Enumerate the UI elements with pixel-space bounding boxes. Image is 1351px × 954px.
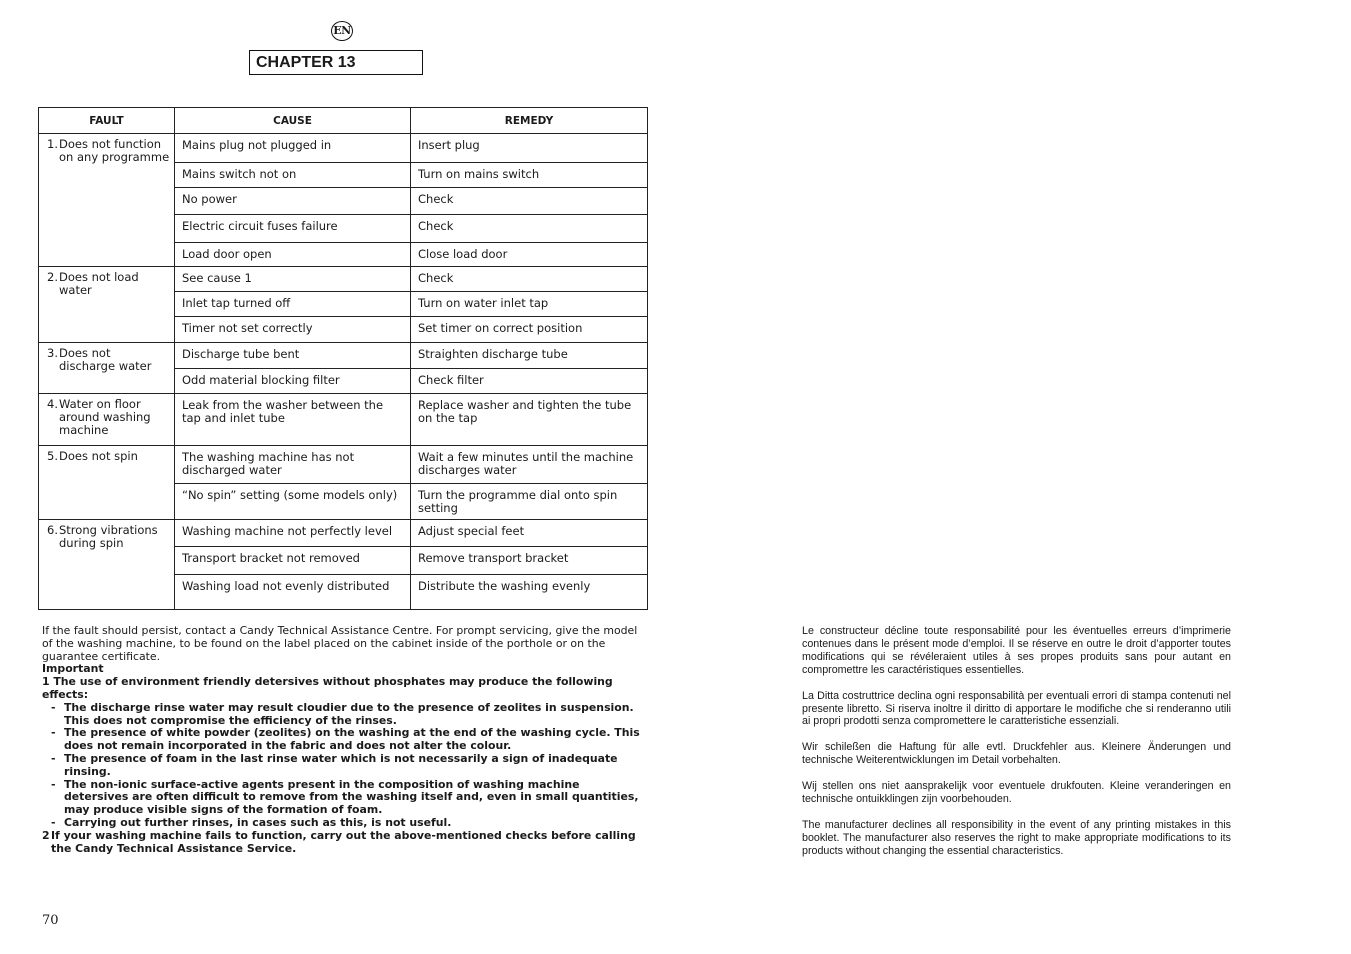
list-item: - The non-ionic surface-active agents present in the composition of washing machine detersives are often difficult to remove from the washing itself and, even in small quantities, may produce visible signs of the formation of foam. [42,779,647,817]
remedy-cell: Check [411,215,648,243]
list-item-text: Carrying out further rinses, in cases such as this, is not useful. [64,815,452,829]
table-row [39,520,648,547]
page-number: 70 [42,913,59,928]
fault-text: Strong vibrations during spin [59,523,158,550]
fault-cell [39,394,175,446]
column-header-fault: FAULT [39,108,175,134]
fault-number: 4. [47,397,58,411]
cause-cell: Inlet tap turned off [175,292,411,317]
note-point-1: 1 The use of environment friendly detersives without phosphates may produce the following effects: [42,675,613,701]
cause-cell: “No spin” setting (some models only) [175,484,411,520]
cause-cell: Washing load not evenly distributed [175,575,411,610]
table-header-row [39,108,648,134]
remedy-cell: Wait a few minutes until the machine discharges water [411,446,648,484]
cause-cell: Timer not set correctly [175,317,411,343]
remedy-cell: Check [411,188,648,215]
remedy-cell: Replace washer and tighten the tube on the tap [411,394,648,446]
column-header-cause: CAUSE [175,108,411,134]
cause-cell: No power [175,188,411,215]
table-row [39,267,648,292]
fault-cell [39,134,175,267]
notes-section [42,625,647,855]
disclaimer-it: La Ditta costruttrice declina ogni responsabilità per eventuali errori di stampa contenuti nel presente libretto. Si riserva inoltre il diritto di apportare le modifiche che si renderanno utili ai propri prodotti senza compromettere le caratteristiche essenziali. [802,689,1231,728]
list-item: - The presence of white powder (zeolites) on the washing at the end of the washing cycle. This does not remain incorporated in the fabric and does not alter the colour. [42,727,647,753]
fault-text: Does not spin [59,449,138,463]
list-item-text: The presence of foam in the last rinse water which is not necessarily a sign of inadequate rinsing. [64,751,618,778]
table-row [39,343,648,369]
list-item-text: The presence of white powder (zeolites) on the washing at the end of the washing cycle. This does not remain incorporated in the fabric and does not alter the colour. [64,726,640,753]
remedy-cell: Remove transport bracket [411,547,648,575]
cause-cell: Electric circuit fuses failure [175,215,411,243]
disclaimer-section [802,625,1231,871]
fault-number: 2. [47,270,58,284]
remedy-cell: Turn the programme dial onto spin setting [411,484,648,520]
troubleshooting-table [38,107,648,610]
fault-text: Water on floor around washing machine [59,397,151,437]
language-badge: EN [331,21,353,41]
cause-cell: Discharge tube bent [175,343,411,369]
important-heading: Important [42,662,104,676]
list-item-text: The discharge rinse water may result cloudier due to the presence of zeolites in suspension. This does not compromise the efficiency of the rinses. [64,700,634,727]
cause-cell: Mains plug not plugged in [175,134,411,163]
cause-cell: The washing machine has not discharged water [175,446,411,484]
fault-cell [39,446,175,520]
list-item: - The discharge rinse water may result cloudier due to the presence of zeolites in suspension. This does not compromise the efficiency of the rinses. [42,702,647,728]
cause-cell: Leak from the washer between the tap and inlet tube [175,394,411,446]
fault-cell [39,343,175,394]
list-item: - Carrying out further rinses, in cases such as this, is not useful. [51,815,452,829]
column-header-remedy: REMEDY [411,108,648,134]
list-item-text: The non-ionic surface-active agents present in the composition of washing machine detersives are often difficult to remove from the washing itself and, even in small quantities, may produce visible signs of the formation of foam. [64,777,639,817]
cause-cell: Load door open [175,243,411,267]
remedy-cell: Check [411,267,648,292]
note-point-2 [42,830,647,856]
fault-cell [39,267,175,343]
fault-text: Does not discharge water [59,346,152,373]
list-item: - The presence of foam in the last rinse water which is not necessarily a sign of inadequate rinsing. [42,753,647,779]
remedy-cell: Distribute the washing evenly [411,575,648,610]
cause-cell: Washing machine not perfectly level [175,520,411,547]
fault-cell [39,520,175,610]
fault-number: 3. [47,346,58,360]
disclaimer-en: The manufacturer declines all responsibility in the event of any printing mistakes in this booklet. The manufacturer also reserves the right to make appropriate modifications to its products without changing the essential characteristics. [802,818,1231,857]
remedy-cell: Set timer on correct position [411,317,648,343]
disclaimer-nl: Wij stellen ons niet aansprakelijk voor eventuele drukfouten. Kleine veranderingen en technische ontuikklingen zijn voorbehouden. [802,780,1231,806]
remedy-cell: Insert plug [411,134,648,163]
remedy-cell: Adjust special feet [411,520,648,547]
fault-text: Does not function on any programme [59,137,170,164]
remedy-cell: Turn on mains switch [411,163,648,188]
note-point-2-number: 2 [42,828,50,842]
disclaimer-de: Wir schileßen die Haftung für alle evtl. Druckfehler aus. Kleinere Änderungen und technische Weiterentwicklungen im Detail vorbehalten. [802,741,1231,767]
table-row [39,446,648,484]
cause-cell: Odd material blocking filter [175,369,411,394]
note-point-2-text: If your washing machine fails to function, carry out the above-mentioned checks before calling the Candy Technical Assistance Service. [51,828,636,855]
remedy-cell: Straighten discharge tube [411,343,648,369]
disclaimer-fr: Le constructeur décline toute responsabilité pour les éventuelles erreurs d’imprimerie contenues dans le présent mode d’emploi. Il se réserve en outre le droit d’apporter toutes modifications qui se révéleraient utiles à ses propes produits sans pour autant en compromettre les caractéristiques essentielles. [802,625,1231,676]
fault-number: 5. [47,449,58,463]
remedy-cell: Check filter [411,369,648,394]
fault-text: Does not load water [59,270,139,297]
fault-number: 6. [47,523,58,537]
chapter-title: CHAPTER 13 [249,50,423,75]
table-row [39,134,648,163]
notes-intro: If the fault should persist, contact a Candy Technical Assistance Centre. For prompt servicing, give the model of the washing machine, to be found on the label placed on the cabinet inside of the porthole or on the guarantee certificate. [42,624,638,663]
fault-number: 1. [47,137,58,151]
cause-cell: See cause 1 [175,267,411,292]
cause-cell: Mains switch not on [175,163,411,188]
remedy-cell: Close load door [411,243,648,267]
remedy-cell: Turn on water inlet tap [411,292,648,317]
cause-cell: Transport bracket not removed [175,547,411,575]
table-row [39,394,648,446]
